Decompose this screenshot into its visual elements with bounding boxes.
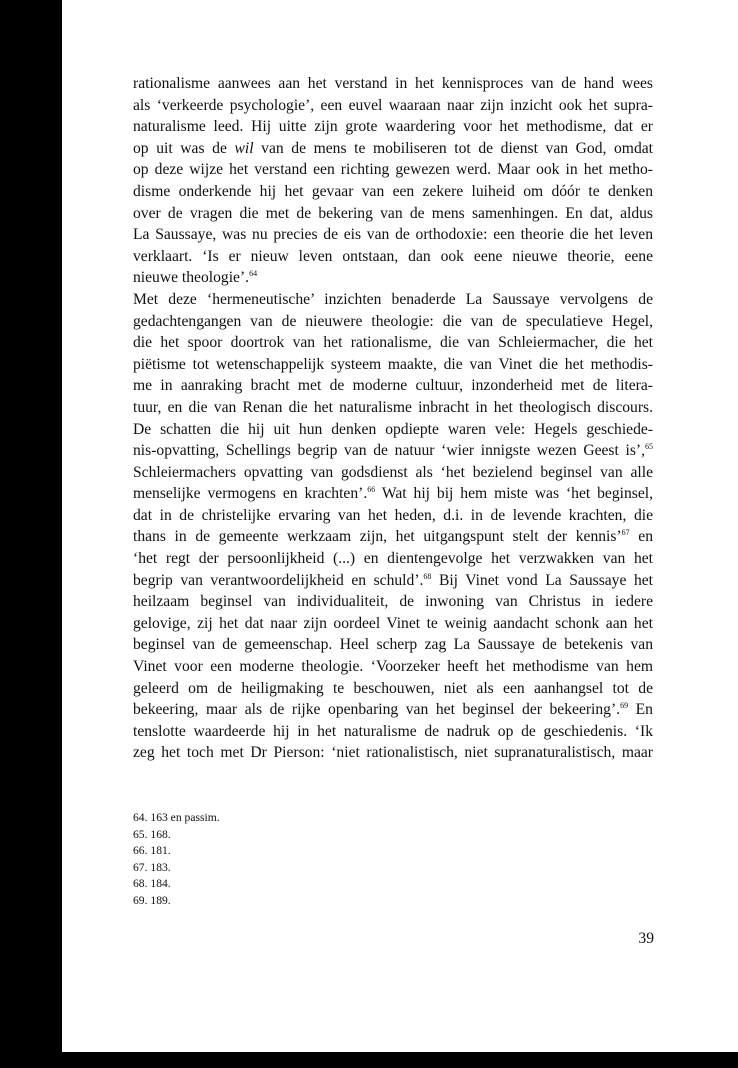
- body-line: thans in de gemeente werkzaam zijn, het uitgangspunt stelt der kennis’$^{67}$ en: [133, 528, 653, 546]
- body-line: nieuwe theologie’.$^{64}$: [133, 269, 258, 287]
- body-line: De schatten die hij uit hun denken opdiepte waren vele: Hegels geschiede-: [133, 420, 653, 438]
- footnote: 67. 183.: [133, 860, 171, 874]
- footnote: 66. 181.: [133, 844, 171, 857]
- body-line: zeg het toch met Dr Pierson: ‘niet rationalistisch, niet supranaturalistisch, maar: [133, 744, 653, 762]
- scan-border-left: [0, 0, 62, 1068]
- body-line: disme onderkende hij het gevaar van een zekere luiheid om dóór te denken: [133, 182, 653, 200]
- emphasis: wil: [234, 139, 254, 157]
- body-line: tenslotte waardeerde hij in het naturalisme de nadruk op de geschiedenis. ‘Ik: [133, 722, 653, 740]
- body-line: Schleiermachers opvatting van godsdienst als ‘het bezielend beginsel van alle: [133, 463, 653, 481]
- body-line: Vinet voor een moderne theologie. ‘Voorzeker heeft het methodisme van hem: [133, 658, 653, 676]
- footnote: 64. 163 en passim.: [133, 811, 220, 824]
- body-line: tuur, en die van Renan die het naturalisme inbracht in het theologisch discours.: [133, 398, 653, 416]
- footnote: 68. 184.: [133, 877, 171, 890]
- footnotes: [133, 810, 433, 909]
- body-line: ‘het regt der persoonlijkheid (...) en dientengevolge het verzwakken van het: [133, 550, 653, 568]
- body-line: over de vragen die met de bekering van de mens samenhingen. En dat, aldus: [133, 204, 653, 222]
- footnote-ref: 67: [621, 528, 630, 538]
- body-line: geleerd om de heiligmaking te beschouwen, niet als een aanhangsel tot de: [133, 679, 653, 697]
- footnote-ref: 65: [645, 442, 653, 452]
- body-line: dat in de christelijke ervaring van het heden, d.i. in de levende krachten, die: [133, 506, 653, 524]
- body-line: verklaart. ‘Is er nieuw leven ontstaan, dan ook eene nieuwe theorie, eene: [133, 247, 653, 265]
- body-line: Met deze ‘hermeneutische’ inzichten benaderde La Saussaye vervolgens de: [133, 290, 653, 308]
- body-line: gedachtengangen van de nieuwere theologie: die van de speculatieve Hegel,: [133, 312, 653, 330]
- body-line: me in aanraking bracht met de moderne cultuur, inzonderheid met de litera-: [133, 377, 653, 395]
- body-line: begrip van verantwoordelijkheid en schuld’.$^{68}$ Bij Vinet vond La Saussaye het: [133, 571, 653, 589]
- footnote-ref: 69: [620, 701, 629, 711]
- body-line: heilzaam beginsel van individualiteit, de inwoning van Christus in iedere: [133, 593, 653, 611]
- body-line: als ‘verkeerde psychologie’, een euvel waaraan naar zijn inzicht ook het supra-: [133, 96, 653, 114]
- footnote: 69. 189.: [133, 893, 171, 907]
- body-line: die het spoor doortrok van het rationalisme, die van Schleiermacher, die het: [133, 334, 653, 352]
- body-line: La Saussaye, was nu precies de eis van de orthodoxie: een theorie die het leven: [133, 226, 653, 244]
- footnote: 65. 168.: [133, 827, 171, 841]
- page-number: 39: [638, 930, 654, 947]
- body-line: menselijke vermogens en krachten’.$^{66}$ Wat hij bij hem miste was ‘het beginsel,: [133, 485, 653, 503]
- body-line: op deze wijze het verstand een richting gewezen werd. Maar ook in het metho-: [133, 161, 653, 179]
- body-text: [133, 73, 653, 764]
- footnote-ref: 68: [423, 571, 432, 581]
- body-line: nis-opvatting, Schellings begrip van de natuur ‘wier innigste wezen Geest is’,$^{65}$: [133, 442, 653, 460]
- body-line: beginsel van de gemeenschap. Heel scherp zag La Saussaye de betekenis van: [133, 636, 653, 654]
- footnote-ref: 64: [249, 269, 258, 279]
- scan-border-bottom: [62, 1052, 738, 1068]
- body-line: piëtisme tot wetenschappelijk systeem maakte, die van Vinet die het methodis-: [133, 355, 653, 373]
- body-line: rationalisme aanwees aan het verstand in het kennisproces van de hand wees: [133, 75, 653, 92]
- body-line: op uit was de wil van de mens te mobiliseren tot de dienst van God, omdat: [133, 139, 653, 157]
- body-line: gelovige, zij het dat naar zijn oordeel Vinet te weinig aandacht schonk aan het: [133, 614, 653, 632]
- body-line: naturalisme leed. Hij uitte zijn grote waardering voor het methodisme, dat er: [133, 118, 653, 136]
- footnote-ref: 66: [367, 485, 376, 495]
- body-line: bekeering, maar als de rijke openbaring van het beginsel der bekeering’.$^{69}$ En: [133, 701, 653, 719]
